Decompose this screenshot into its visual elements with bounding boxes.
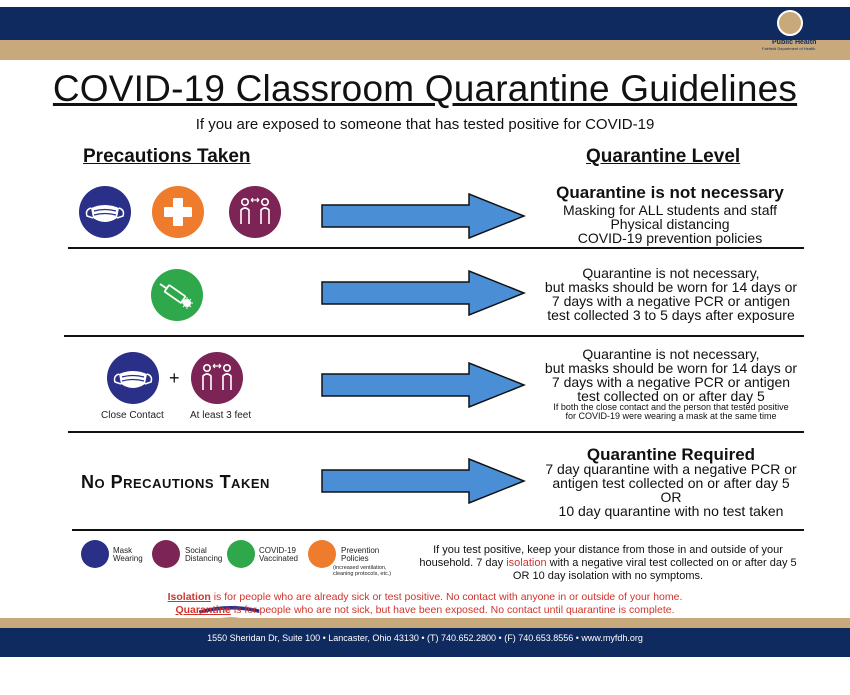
row4-line: OR [660, 489, 682, 505]
row4-result [540, 445, 802, 519]
page-title: COVID-19 Classroom Quarantine Guidelines [52, 68, 798, 109]
legend-text: Distancing [185, 554, 223, 563]
row4-line: 7 day quarantine with a negative PCR or [545, 461, 797, 477]
row2-result [540, 266, 802, 322]
top-banner [0, 7, 850, 40]
distancing-icon [229, 186, 281, 238]
quarantine-text: is for people who are not sick, but have been exposed. No contact until quarantine is complete. [230, 604, 675, 616]
row4-title: Quarantine Required [586, 445, 756, 464]
row1-line: Masking for ALL students and staff [562, 202, 778, 218]
test-positive-text: If you test positive, keep your distance from those in and outside of your household. 7 day [419, 544, 783, 569]
row3-result [540, 347, 802, 421]
logo-name: Public Health [772, 39, 817, 46]
legend-mask-label [113, 547, 143, 563]
close-contact-caption: Close Contact [101, 410, 164, 421]
row2-line: test collected 3 to 5 days after exposure [547, 307, 795, 323]
precautions-heading: Precautions Taken [83, 146, 251, 167]
quarantine-definition [0, 604, 850, 616]
arrow-icon [321, 193, 526, 239]
page-subtitle: If you are exposed to someone that has tested positive for COVID-19 [195, 116, 655, 133]
arrow-icon [321, 362, 526, 408]
row3-line: 7 days with a negative PCR or antigen [551, 374, 791, 390]
row-divider [64, 335, 804, 337]
row-divider [72, 529, 804, 531]
row1-title: Quarantine is not necessary [556, 183, 784, 202]
row3-line: but masks should be worn for 14 days or [544, 360, 798, 376]
isolation-term: Isolation [167, 591, 211, 603]
bottom-gold-banner [0, 618, 850, 628]
legend-text: Prevention [341, 546, 380, 555]
row2-line: 7 days with a negative PCR or antigen [551, 293, 791, 309]
footer-contact: 1550 Sheridan Dr, Suite 100 • Lancaster, Ohio 43130 • (T) 740.652.2800 • (F) 740.653.8556 • www.myfdh.org [0, 628, 850, 657]
distancing-icon [152, 540, 180, 568]
legend-text: Social [185, 546, 207, 555]
arrow-icon [321, 270, 526, 316]
row1-result [545, 183, 795, 246]
isolation-definition [0, 591, 850, 603]
logo-subtitle: Fairfield Department of Health [762, 46, 816, 51]
row2-line: but masks should be worn for 14 days or [544, 279, 798, 295]
gold-banner [0, 40, 850, 60]
quarantine-level-heading: Quarantine Level [586, 146, 741, 167]
mask-icon [107, 352, 159, 404]
row2-line: Quarantine is not necessary, [582, 265, 760, 281]
isolation-text: is for people who are already sick or test positive. No contact with anyone in or outside of your home. [210, 591, 683, 603]
legend-text: Policies [341, 554, 369, 563]
distancing-icon [191, 352, 243, 404]
legend-distancing-label [185, 547, 222, 563]
isolation-highlight: isolation [506, 557, 547, 569]
arrow-icon [321, 458, 526, 504]
legend-prevention-label [333, 546, 392, 577]
row-divider [68, 431, 804, 433]
row3-line: Quarantine is not necessary, [582, 346, 760, 362]
row-divider [68, 247, 804, 249]
vaccine-icon [151, 269, 203, 321]
row3-note: for COVID-19 were wearing a mask at the same time [565, 411, 777, 421]
plus-sign: + [169, 368, 180, 388]
legend-note: (increased ventilation, [333, 565, 387, 571]
row4-line: antigen test collected on or after day 5 [552, 475, 790, 491]
row3-note: If both the close contact and the person that tested positive [553, 402, 789, 412]
public-health-logo [762, 10, 817, 56]
shield-icon [777, 10, 803, 36]
row4-line: 10 day quarantine with no test taken [558, 503, 784, 519]
row1-line: COVID-19 prevention policies [577, 230, 763, 246]
row1-line: Physical distancing [610, 216, 730, 232]
legend-vaccine-label [259, 547, 298, 563]
test-positive-text: with a negative viral test collected on or after day 5 OR 10 day isolation with no symptoms. [512, 557, 797, 582]
legend-text: Mask [113, 546, 133, 555]
legend-text: COVID-19 [259, 546, 296, 555]
legend-text: Wearing [113, 554, 143, 563]
prevention-icon [152, 186, 204, 238]
legend-text: Vaccinated [259, 554, 298, 563]
quarantine-term: Quarantine [175, 604, 231, 616]
legend-note: cleaning protocols, etc.) [333, 571, 392, 577]
prevention-icon [308, 540, 336, 568]
test-positive-note [412, 544, 804, 583]
row3-line: test collected on or after day 5 [577, 388, 765, 404]
mask-icon [81, 540, 109, 568]
mask-icon [79, 186, 131, 238]
vaccine-icon [227, 540, 255, 568]
no-precautions-label: No Precautions Taken [81, 472, 270, 492]
three-feet-caption: At least 3 feet [190, 410, 252, 421]
